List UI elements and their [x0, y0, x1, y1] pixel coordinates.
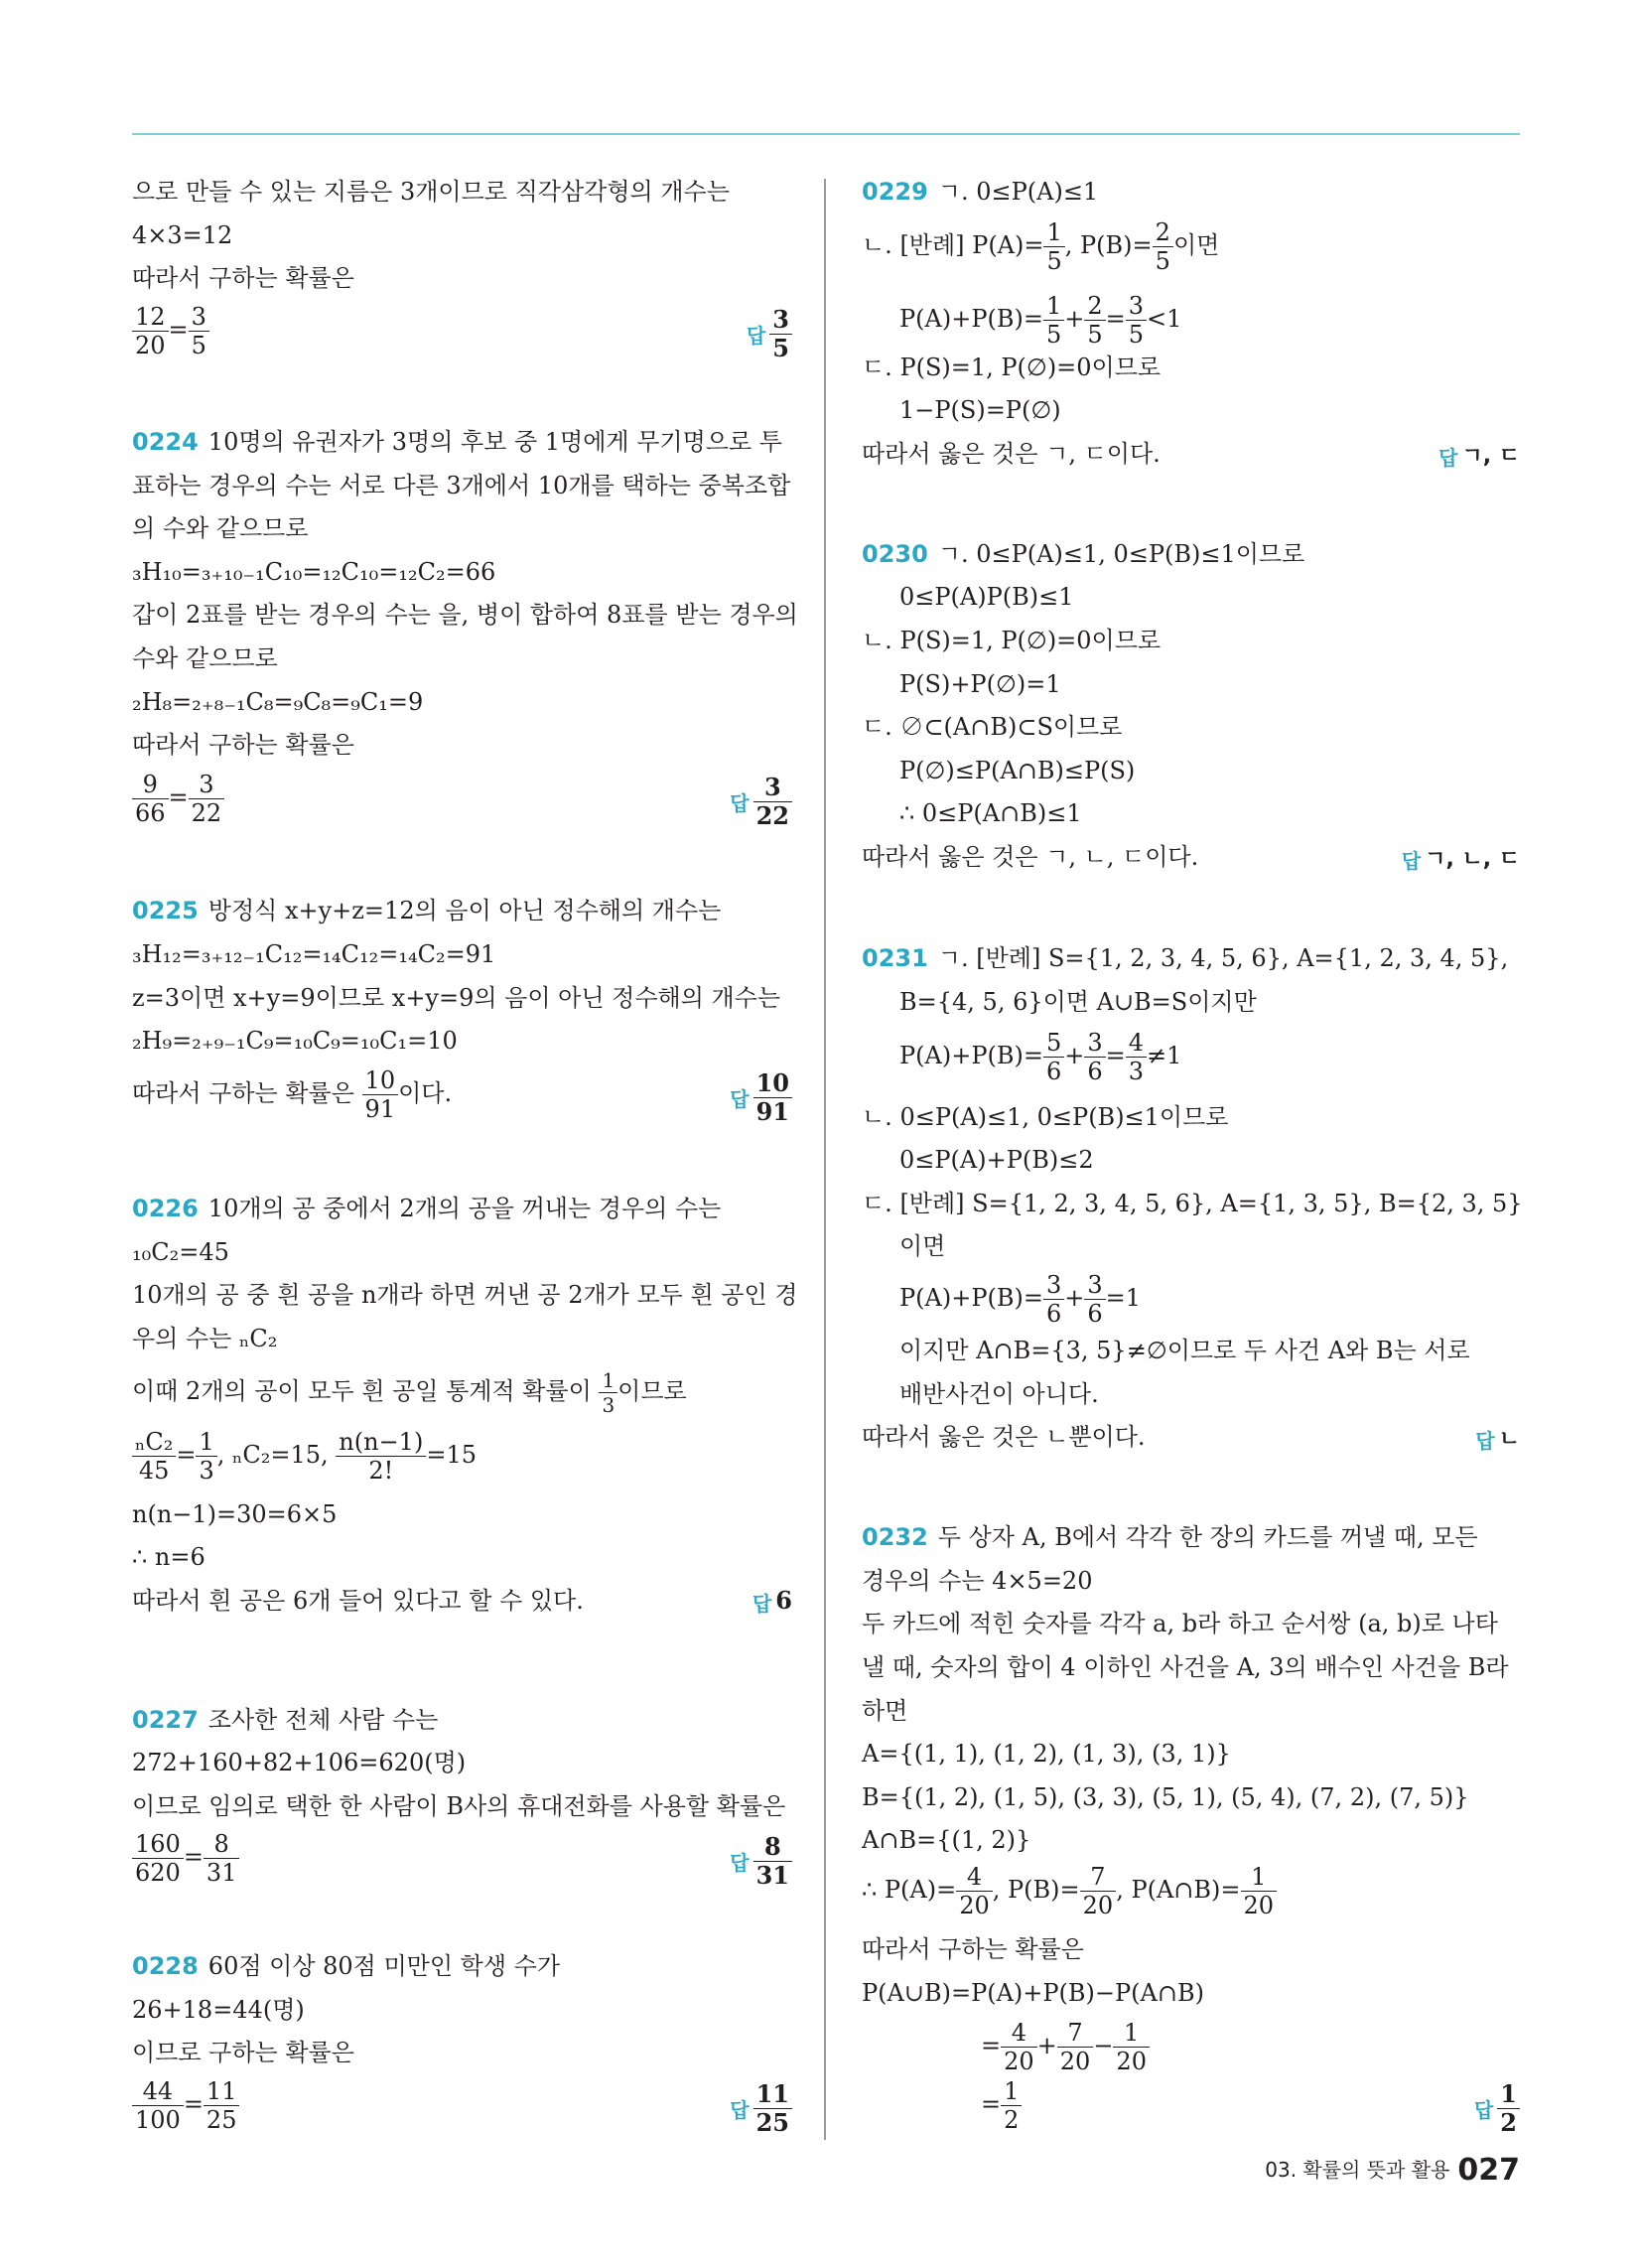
math-line: ∴ n=6 — [132, 1543, 205, 1571]
math-line: ∴ 0≤P(A∩B)≤1 — [899, 799, 1082, 827]
text-line: z=3이면 x+y=9이므로 x+y=9의 음이 아닌 정수해의 개수는 — [132, 984, 781, 1012]
answer: 답 ㄴ — [1475, 1427, 1520, 1453]
math-line: ㄴ. P(S)=1, P(∅)=0이므로 — [862, 627, 1162, 654]
problem-0228: 0228 60점 이상 80점 미만인 학생 수가 — [132, 1952, 561, 1980]
math-line: P(A)+P(B)= $\frac{1}{5}$ + $\frac{2}{5}$ = $\frac{3}{5}$ <1 — [899, 292, 1182, 349]
math-line: 272+160+82+106=620(명) — [132, 1749, 467, 1776]
math-line: P(S)+P(∅)=1 — [899, 670, 1061, 698]
text-line: 으로 만들 수 있는 지름은 3개이므로 직각삼각형의 개수는 — [132, 178, 730, 206]
text-line: 따라서 옳은 것은 ㄱ, ㄴ, ㄷ이다. — [862, 843, 1199, 871]
math-line: ₂H₈=₂₊₈₋₁C₈=₉C₈=₉C₁=9 — [132, 688, 424, 716]
problem-0231: 0231 ㄱ. [반례] S={1, 2, 3, 4, 5, 6}, A={1, 2, 3, 4, 5}, — [862, 944, 1509, 972]
problem-number: 0232 — [862, 1523, 928, 1551]
problem-number: 0230 — [862, 540, 928, 568]
math-line: $\frac{44}{100}$ = $\frac{11}{25}$ — [132, 2077, 239, 2134]
problem-number: 0226 — [132, 1195, 199, 1222]
math-line: ₂H₉=₂₊₉₋₁C₉=₁₀C₉=₁₀C₁=10 — [132, 1027, 458, 1055]
math-line: 1−P(S)=P(∅) — [899, 396, 1061, 424]
chapter-title: 03. 확률의 뜻과 활용 — [1265, 2158, 1450, 2182]
text-line: 따라서 구하는 확률은 — [132, 264, 354, 292]
answer: 답 $\frac{8}{31}$ — [730, 1833, 792, 1890]
math-line: ㄷ. [반례] S={1, 2, 3, 4, 5, 6}, A={1, 3, 5}, B={2, 3, 5} — [862, 1190, 1523, 1217]
problem-number: 0224 — [132, 428, 199, 456]
text-line: 따라서 구하는 확률은 $\frac{10}{91}$ 이다. — [132, 1066, 453, 1123]
problem-0224: 0224 10명의 유권자가 3명의 후보 중 1명에게 무기명으로 투 — [132, 428, 782, 456]
text-line: 따라서 구하는 확률은 — [862, 1935, 1084, 1963]
answer: 답 $\frac{3}{22}$ — [730, 774, 792, 830]
answer: 답 ㄱ, ㄴ, ㄷ — [1401, 847, 1520, 873]
text-line: 따라서 옳은 것은 ㄴ뿐이다. — [862, 1423, 1146, 1451]
fraction: $\frac{3}{5}$ — [189, 303, 209, 359]
math-line: n(n−1)=30=6×5 — [132, 1500, 338, 1528]
text-line: 하면 — [862, 1697, 908, 1725]
text-line: 이므로 임의로 택한 한 사람이 B사의 휴대전화를 사용할 확률은 — [132, 1792, 786, 1820]
math-line: 26+18=44(명) — [132, 1996, 305, 2024]
problem-0230: 0230 ㄱ. 0≤P(A)≤1, 0≤P(B)≤1이므로 — [862, 540, 1305, 568]
text-line: 이지만 A∩B={3, 5}≠∅이므로 두 사건 A와 B는 서로 — [899, 1337, 1470, 1364]
text-line: 갑이 2표를 받는 경우의 수는 을, 병이 합하여 8표를 받는 경우의 — [132, 601, 798, 629]
problem-0232: 0232 두 상자 A, B에서 각각 한 장의 카드를 꺼낼 때, 모든 — [862, 1523, 1478, 1551]
problem-number: 0227 — [132, 1706, 199, 1734]
math-line: = $\frac{1}{2}$ — [981, 2077, 1022, 2134]
math-line: 0≤P(A)+P(B)≤2 — [899, 1146, 1094, 1174]
text-line: 의 수와 같으므로 — [132, 514, 309, 542]
math-line: ㄴ. [반례] P(A)= $\frac{1}{5}$ , P(B)= $\frac{2}{5}$ 이면 — [862, 218, 1220, 275]
page-footer — [1265, 2153, 1520, 2188]
math-line: $\frac{9}{66}$ = $\frac{3}{22}$ — [132, 771, 224, 827]
column-divider — [824, 179, 826, 2140]
math-line: $\frac{12}{20}$ = $\frac{3}{5}$ — [132, 303, 209, 359]
answer: 답 ㄱ, ㄷ — [1438, 444, 1520, 470]
math-line: ₁₀C₂=45 — [132, 1238, 229, 1266]
math-line: P(A)+P(B)= $\frac{3}{6}$ + $\frac{3}{6}$ =1 — [899, 1271, 1141, 1328]
math-line: P(A∪B)=P(A)+P(B)−P(A∩B) — [862, 1979, 1204, 2007]
text-line: 따라서 옳은 것은 ㄱ, ㄷ이다. — [862, 440, 1161, 468]
text-line: 낼 때, 숫자의 합이 4 이하인 사건을 A, 3의 배수인 사건을 B라 — [862, 1653, 1509, 1681]
math-line: P(A)+P(B)= $\frac{5}{6}$ + $\frac{3}{6}$ = $\frac{4}{3}$ ≠1 — [899, 1029, 1182, 1085]
text-line: 4×3=12 — [132, 221, 233, 249]
text-line: 이면 — [899, 1232, 946, 1260]
math-line: ㄷ. ∅⊂(A∩B)⊂S이므로 — [862, 713, 1123, 741]
problem-0225: 0225 방정식 x+y+z=12의 음이 아닌 정수해의 개수는 — [132, 897, 722, 924]
problem-number: 0225 — [132, 897, 199, 924]
text-line: 우의 수는 ₙC₂ — [132, 1325, 278, 1352]
text-line: 이므로 구하는 확률은 — [132, 2039, 354, 2066]
text-line: 경우의 수는 4×5=20 — [862, 1567, 1093, 1595]
math-line: ㄷ. P(S)=1, P(∅)=0이므로 — [862, 354, 1162, 381]
math-line: B={4, 5, 6}이면 A∪B=S이지만 — [899, 988, 1257, 1016]
math-line: ∴ P(A)= $\frac{4}{20}$ , P(B)= $\frac{7}{20}$ , P(A∩B)= $\frac{1}{20}$ — [862, 1863, 1277, 1919]
math-line: A∩B={(1, 2)} — [862, 1826, 1031, 1854]
problem-0227: 0227 조사한 전체 사람 수는 — [132, 1706, 439, 1734]
text-line: 따라서 구하는 확률은 — [132, 731, 354, 759]
page-number: 027 — [1457, 2153, 1520, 2188]
math-line: $\frac{160}{620}$ = $\frac{8}{31}$ — [132, 1830, 239, 1887]
text-line: 표하는 경우의 수는 서로 다른 3개에서 10개를 택하는 중복조합 — [132, 472, 791, 499]
answer: 답 6 — [752, 1586, 792, 1616]
answer: 답 $\frac{10}{91}$ — [730, 1069, 792, 1126]
math-line: $\frac{\text{ₙC₂}}{45}$ = $\frac{1}{3}$ , ₙC₂=15, $\frac{n(n-1)}{2!}$ =15 — [132, 1428, 477, 1485]
fraction: $\frac{12}{20}$ — [132, 303, 169, 359]
text-line: 따라서 흰 공은 6개 들어 있다고 할 수 있다. — [132, 1587, 584, 1615]
math-line: ㄴ. 0≤P(A)≤1, 0≤P(B)≤1이므로 — [862, 1103, 1229, 1131]
problem-0229: 0229 ㄱ. 0≤P(A)≤1 — [862, 178, 1099, 206]
math-line: B={(1, 2), (1, 5), (3, 3), (5, 1), (5, 4), (7, 2), (7, 5)} — [862, 1783, 1469, 1811]
math-line: ₃H₁₂=₃₊₁₂₋₁C₁₂=₁₄C₁₂=₁₄C₂=91 — [132, 940, 496, 968]
answer: 답 $\frac{11}{25}$ — [730, 2080, 792, 2137]
math-line: = $\frac{4}{20}$ + $\frac{7}{20}$ − $\frac{1}{20}$ — [981, 2019, 1150, 2075]
top-rule — [132, 133, 1520, 135]
math-line: 0≤P(A)P(B)≤1 — [899, 583, 1074, 611]
math-line: P(∅)≤P(A∩B)≤P(S) — [899, 757, 1136, 784]
problem-number: 0229 — [862, 178, 928, 206]
answer: 답 $\frac{1}{2}$ — [1474, 2080, 1520, 2137]
problem-number: 0228 — [132, 1952, 199, 1980]
text-line: 배반사건이 아니다. — [899, 1380, 1099, 1408]
math-line: A={(1, 1), (1, 2), (1, 3), (3, 1)} — [862, 1740, 1231, 1768]
text-line: 10개의 공 중 흰 공을 n개라 하면 꺼낸 공 2개가 모두 흰 공인 경 — [132, 1281, 798, 1309]
math-line: ₃H₁₀=₃₊₁₀₋₁C₁₀=₁₂C₁₀=₁₂C₂=66 — [132, 558, 496, 586]
text-line: 두 카드에 적힌 숫자를 각각 a, b라 하고 순서쌍 (a, b)로 나타 — [862, 1610, 1498, 1637]
text-line: 이때 2개의 공이 모두 흰 공일 통계적 확률이 $\frac{1}{3}$ 이므로 — [132, 1368, 687, 1417]
answer: 답 $\frac{3}{5}$ — [747, 306, 792, 362]
text-line: 수와 같으므로 — [132, 644, 278, 672]
problem-0226: 0226 10개의 공 중에서 2개의 공을 꺼내는 경우의 수는 — [132, 1195, 722, 1222]
problem-number: 0231 — [862, 944, 928, 972]
